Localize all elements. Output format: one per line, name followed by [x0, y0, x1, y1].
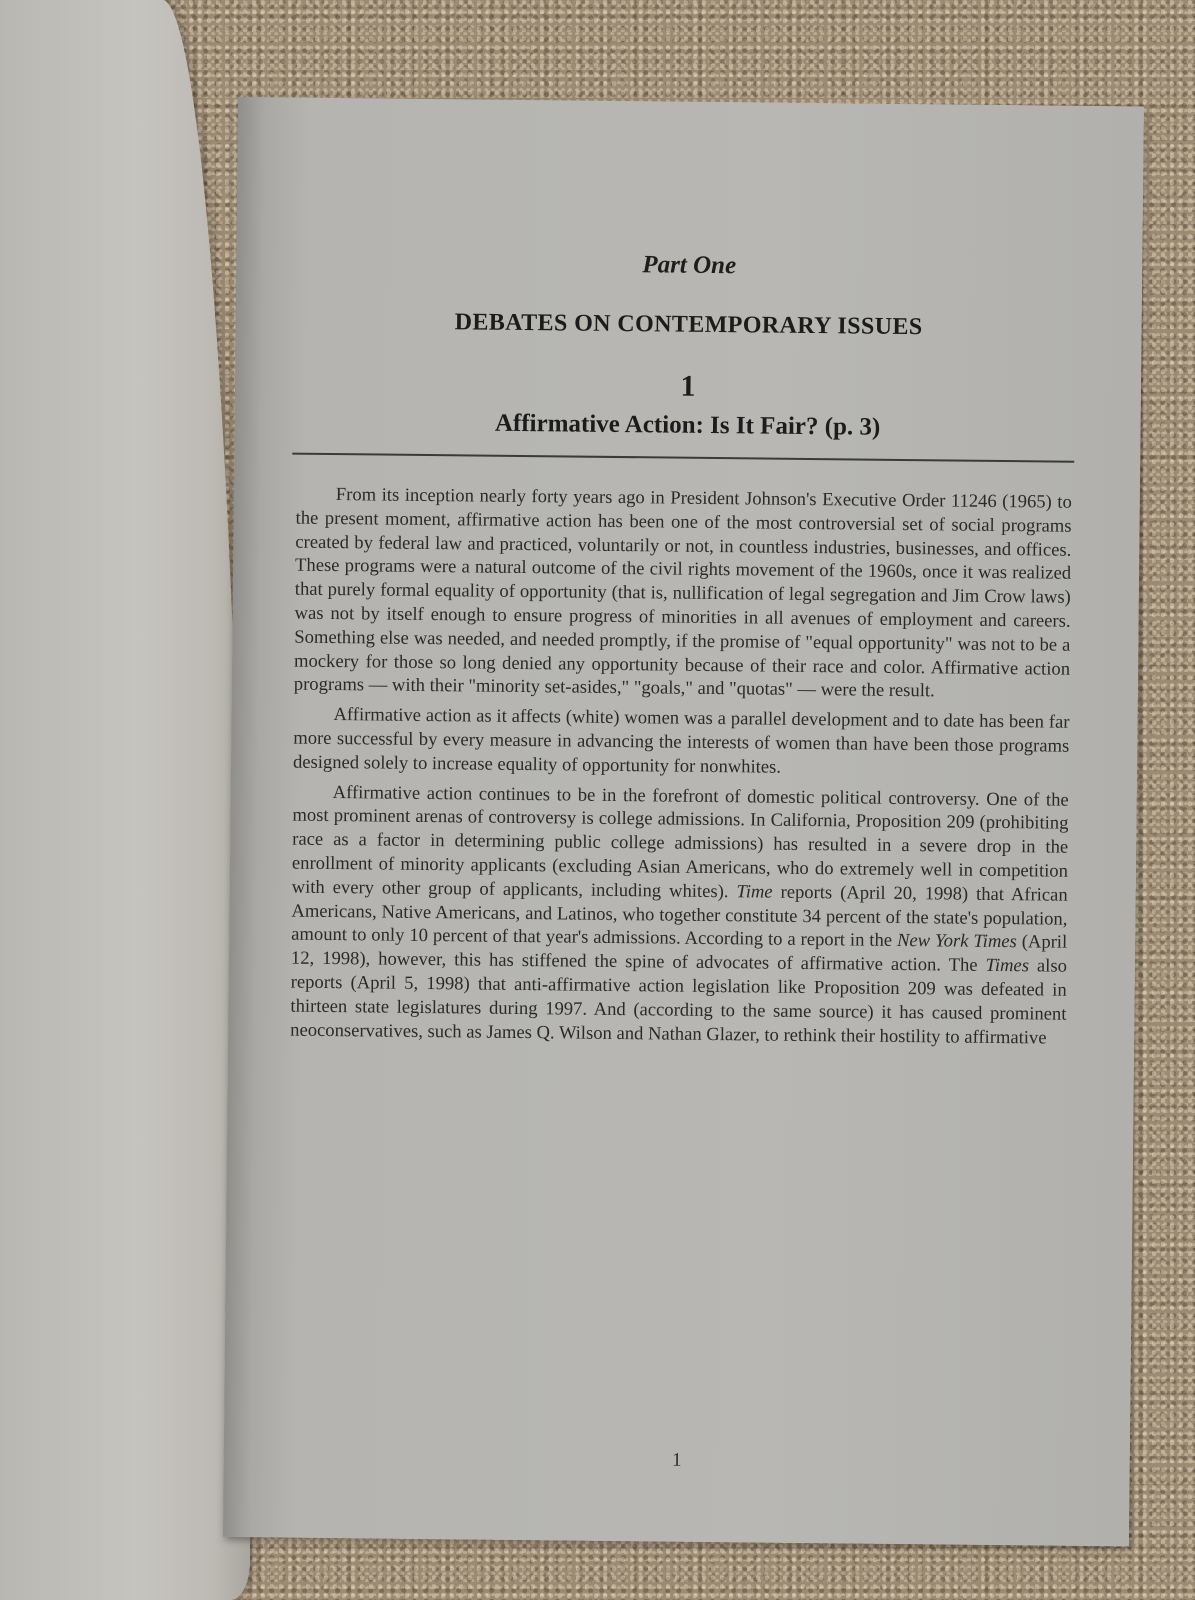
publication-new-york-times: New York Times: [896, 930, 1017, 953]
paragraph-1: From its inception nearly forty years ago in President Johnson's Executive Order 11246 (1965) to the present moment, affirmative action has been one of the most controversial set of social programs created by federal law and practiced, voluntarily or not, in countless industries, businesses, and offices. These programs were a natural outcome of the civil rights movement of the 1960s, once it was realized that purely formal equality of opportunity (that is, nullification of legal segregation and Jim Crow laws) was not by itself enough to ensure progress of minorities in all avenues of employment and careers. Something else was needed, and needed promptly, if the promise of "equal opportunity" was not to be a mockery for those so long denied any opportunity because of their race and color. Affirmative action programs — with their "minority set-asides," "goals," and "quotas" — were the result.: [293, 484, 1072, 702]
chapter-title: Affirmative Action: Is It Fair? (p. 3): [494, 409, 881, 441]
part-label: Part One: [642, 251, 737, 280]
publication-time: Time: [736, 881, 773, 903]
section-title: DEBATES ON CONTEMPORARY ISSUES: [454, 309, 923, 341]
body-text: [290, 483, 1072, 1056]
book-page: [223, 97, 1144, 1546]
paragraph-3-part-c: (April 12, 1998), however, this has stiffened the spine of advocates of affirmative action. The: [290, 931, 1068, 977]
paragraph-2: Affirmative action as it affects (white) women was a parallel development and to date has been far more successful by every measure in advancing the interests of women than have been those programs designed solely to increase equality of opportunity for nonwhites.: [292, 704, 1070, 778]
publication-times: Times: [985, 955, 1030, 977]
title-divider: [292, 453, 1074, 463]
page-number: 1: [671, 1449, 682, 1471]
chapter-number: 1: [680, 369, 696, 403]
paragraph-3-part-d: also reports (April 5, 1998) that anti-affirmative action legislation like Proposition 209 was defeated in thirteen state legislatures during 1997. And (according to the same source) it has caused prominent neoconservatives, such as James Q. Wilson and Nathan Glazer, to rethink their hostility to affirmative: [290, 955, 1068, 1049]
paragraph-3: [290, 780, 1069, 1050]
facing-left-page: [0, 0, 250, 1600]
paragraph-3-part-a: Affirmative action continues to be in the forefront of domestic political controversy. One of the most prominent arenas of controversy is college admissions. In California, Proposition 209 (prohibiting race as a factor in determining public college admissions) has resulted in a severe drop in the enrollment of minority applicants (excluding Asian Americans, who do extremely well in competition with every other group of applicants, including whites).: [291, 781, 1069, 903]
paragraph-3-part-b: reports (April 20, 1998) that African Americans, Native Americans, and Latinos, who together constitute 34 percent of the state's population, amount to only 10 percent of that year's admissions. According to a report in the: [291, 881, 1068, 952]
